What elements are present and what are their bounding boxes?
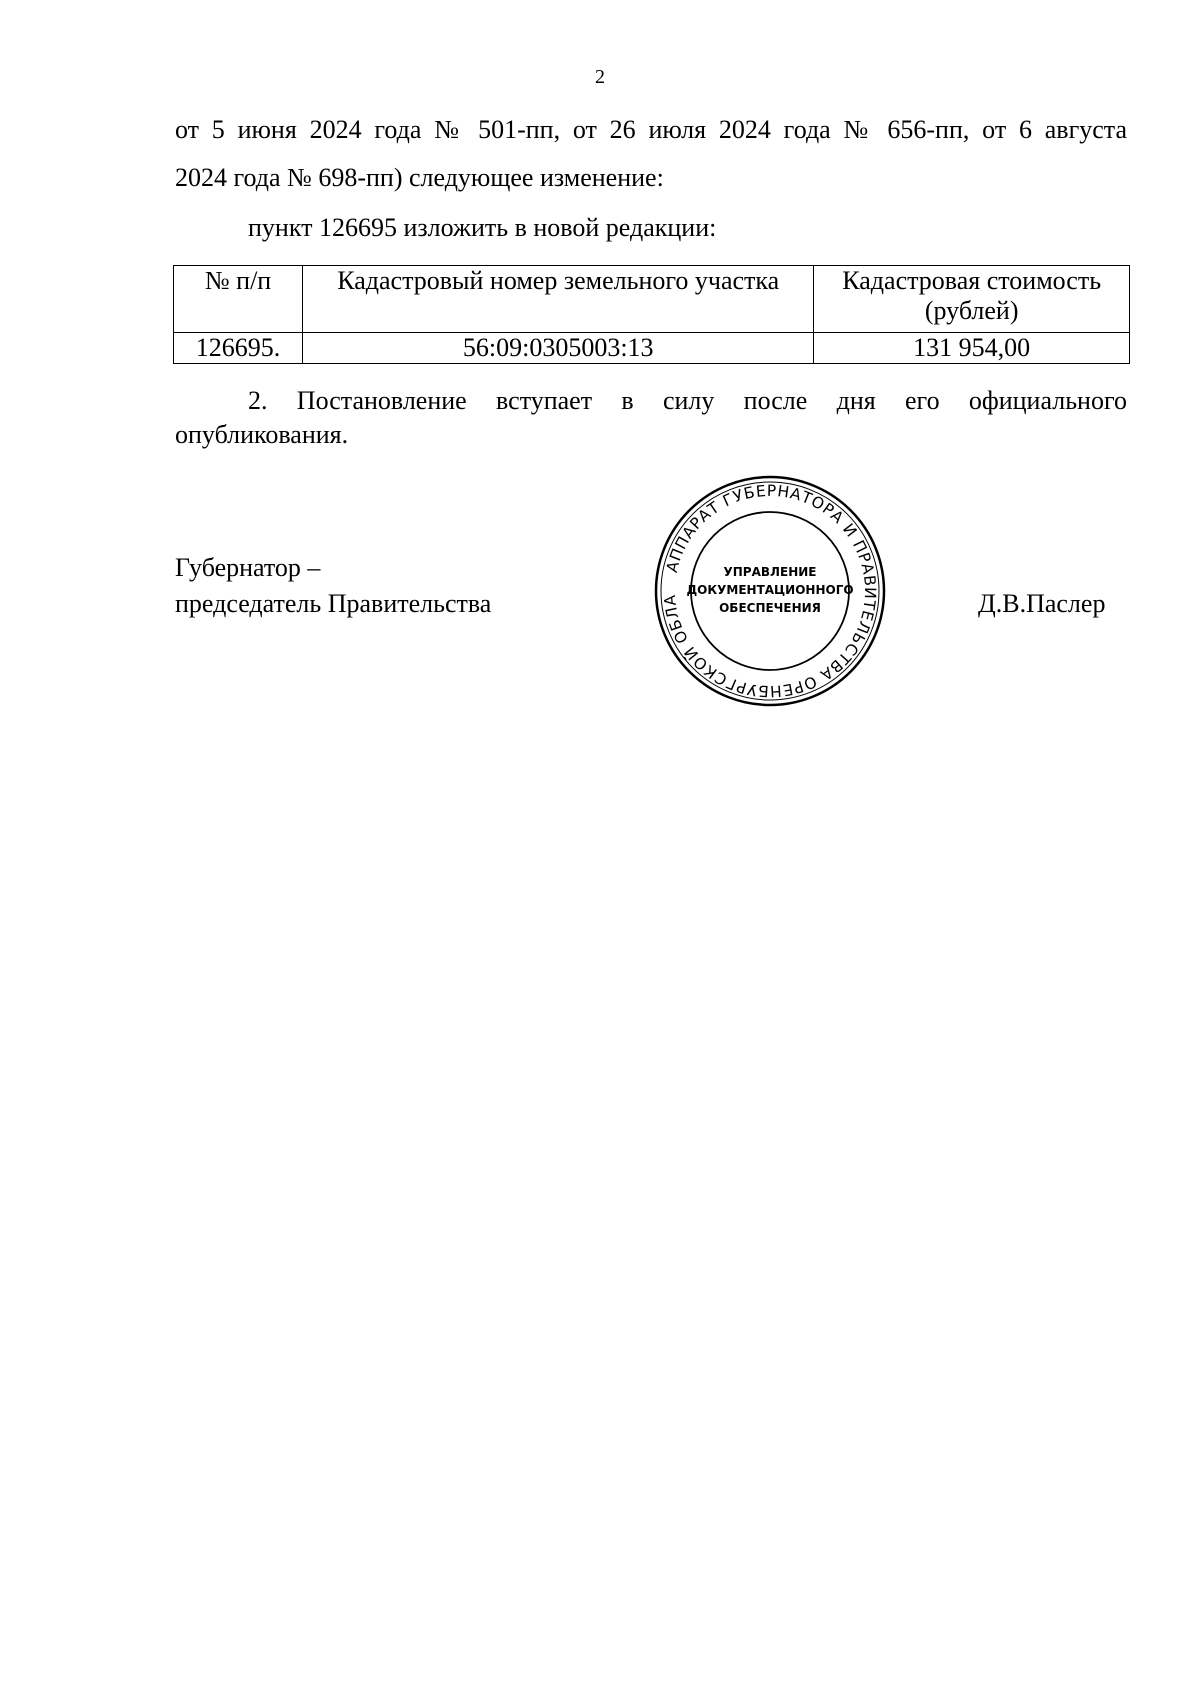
header-cadastral-number: Кадастровый номер земельного участка <box>303 266 814 333</box>
cadastral-table <box>173 265 1130 364</box>
signatory-position <box>175 550 491 622</box>
seal-graphic <box>653 474 887 708</box>
clause-2-line-2: опубликования. <box>175 420 349 449</box>
seal-center-line-3: ОБЕСПЕЧЕНИЯ <box>719 601 821 615</box>
clause-2 <box>175 384 1127 452</box>
cell-cadastral-value: 131 954,00 <box>814 333 1130 364</box>
position-line-2: председатель Правительства <box>175 589 492 618</box>
signatory-name: Д.В.Паслер <box>978 589 1106 618</box>
clause-2-line-1: 2. Постановление вступает в силу после дня его официального <box>248 386 1127 415</box>
official-seal <box>653 474 887 708</box>
body-line-3: пункт 126695 изложить в новой редакции: <box>248 213 717 242</box>
seal-outer-text: АППАРАТ ГУБЕРНАТОРА И ПРАВИТЕЛЬСТВА ОРЕНБУРГСКОЙ ОБЛА <box>660 481 880 701</box>
seal-center-line-1: УПРАВЛЕНИЕ <box>723 565 817 579</box>
page-number: 2 <box>595 66 605 88</box>
table-header-row <box>174 266 1130 333</box>
table-row <box>174 333 1130 364</box>
cell-cadastral-number: 56:09:0305003:13 <box>303 333 814 364</box>
cell-number: 126695. <box>174 333 303 364</box>
header-cadastral-value: Кадастровая стоимость (рублей) <box>814 266 1130 333</box>
seal-center-line-2: ДОКУМЕНТАЦИОННОГО <box>686 583 854 597</box>
header-number: № п/п <box>174 266 303 333</box>
position-line-1: Губернатор – <box>175 553 321 582</box>
body-line-2: 2024 года № 698-пп) следующее изменение: <box>175 163 664 192</box>
body-line-1: от 5 июня 2024 года № 501-пп, от 26 июля 2024 года № 656-пп, от 6 августа <box>175 115 1127 144</box>
